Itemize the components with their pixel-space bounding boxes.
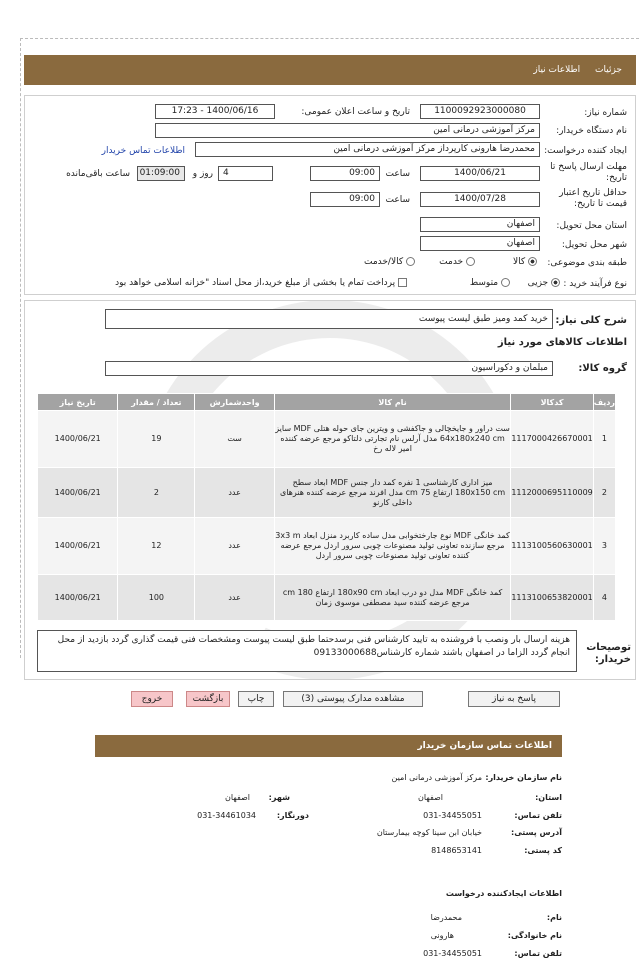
- proc-medium-radio[interactable]: [501, 278, 510, 287]
- province-label: استان محل تحویل:: [556, 221, 627, 231]
- cell-idx: 3: [593, 518, 615, 575]
- buyer-org-label: نام دستگاه خریدار:: [556, 126, 627, 136]
- creator-phone-label: تلفن تماس:: [514, 949, 562, 958]
- cat-goods-service-option[interactable]: [364, 257, 415, 267]
- contact-title: اطلاعات تماس سازمان خریدار: [417, 741, 552, 751]
- buyer-notes-label: توصیحات خریدار:: [586, 642, 631, 665]
- org-label: نام سازمان خریدار:: [485, 773, 562, 782]
- creator-field: محمدرضا هارونی کارپرداز مرکز آموزشی درمانی امین: [195, 142, 540, 157]
- exit-button[interactable]: خروج: [131, 691, 173, 707]
- th-date: تاریخ نیاز: [38, 394, 118, 411]
- cat-goods-option[interactable]: [513, 257, 537, 267]
- left-dashed-border: [20, 38, 21, 658]
- remaining-label: ساعت باقی‌مانده: [66, 169, 130, 179]
- days-label: روز و: [192, 169, 213, 179]
- org-value: مرکز آموزشی درمانی امین: [391, 773, 482, 782]
- contact-province-label: استان:: [535, 793, 562, 802]
- proc-medium-option[interactable]: [470, 278, 510, 288]
- contact-phone-value: 031-34455051: [423, 811, 482, 820]
- print-button[interactable]: چاپ: [238, 691, 274, 707]
- cat-service-radio[interactable]: [466, 257, 475, 266]
- send-time-label: ساعت: [385, 169, 410, 179]
- validity-time-label: ساعت: [385, 195, 410, 205]
- creator-family-label: نام خانوادگی:: [507, 931, 562, 940]
- header-bar: [24, 55, 636, 85]
- summary-label: شرح کلی نیاز:: [555, 315, 627, 326]
- buyer-contact-link[interactable]: اطلاعات تماس خریدار: [101, 146, 185, 156]
- cell-date: 1400/06/21: [38, 411, 118, 468]
- cat-goods-service-text: کالا/خدمت: [363, 257, 404, 267]
- validity-label: حداقل تاریخ اعتبار قیمت تا تاریخ:: [559, 188, 627, 209]
- contact-city-label: شهر:: [268, 793, 290, 802]
- proc-partial-radio[interactable]: [551, 278, 560, 287]
- cell-code: 1112000695110009: [511, 468, 593, 518]
- top-dashed-border: [20, 38, 639, 39]
- need-number-label: شماره نیاز:: [584, 108, 627, 118]
- send-date-field: 1400/06/21: [420, 166, 540, 181]
- proc-partial-text: جزیی: [527, 278, 549, 288]
- cell-date: 1400/06/21: [38, 468, 118, 518]
- category-label: طبقه بندی موضوعی:: [547, 258, 627, 268]
- postal-value: 8148653141: [431, 846, 482, 855]
- proc-medium-text: متوسط: [469, 278, 499, 288]
- cell-name: کمد خانگی MDF مدل دو درب ابعاد 180x90 cm ارتفاع 180 cm مرجع عرضه کننده سید مصطفی موسوی زمان: [274, 575, 510, 621]
- cell-code: 1113100653820001: [511, 575, 593, 621]
- attachments-button[interactable]: مشاهده مدارک پیوستی (3): [283, 691, 423, 707]
- cell-name: کمد خانگی MDF نوع جارختخوابی مدل ساده کاربرد منزل ابعاد 3x3 m مرجع سازنده تعاونی تولید مصنوعات چوبی سرور اردل مرجع عرضه کننده تعاونی تولید مصنوعات چوبی سرور اردل: [274, 518, 510, 575]
- cell-idx: 2: [593, 468, 615, 518]
- creator-info-title: اطلاعات ایجادکننده درخواست: [445, 889, 562, 898]
- group-field: مبلمان و دکوراسیون: [105, 361, 553, 376]
- cell-unit: ست: [195, 411, 274, 468]
- cell-unit: عدد: [195, 468, 274, 518]
- table-row: [38, 411, 616, 468]
- cell-unit: عدد: [195, 518, 274, 575]
- need-details-panel: [24, 95, 636, 295]
- payment-checkbox[interactable]: [398, 278, 407, 287]
- creator-name-value: محمدرضا: [430, 913, 462, 922]
- contact-province-value: اصفهان: [417, 793, 443, 802]
- announce-label: تاریخ و ساعت اعلان عمومی:: [301, 107, 410, 117]
- contact-fax-label: دورنگار:: [276, 811, 309, 820]
- th-name: نام کالا: [274, 394, 510, 411]
- creator-label: ایجاد کننده درخواست:: [544, 146, 627, 156]
- table-row: [38, 575, 616, 621]
- group-label: گروه کالا:: [578, 363, 627, 374]
- validity-time-field: 09:00: [310, 192, 380, 207]
- creator-family-value: هارونی: [430, 931, 454, 940]
- cat-service-text: خدمت: [439, 257, 464, 267]
- address-value: خیابان ابن سینا کوچه بیمارستان: [376, 828, 482, 837]
- cat-service-option[interactable]: [439, 257, 475, 267]
- process-label: نوع فرآیند خرید :: [563, 279, 627, 289]
- cell-qty: 12: [118, 518, 195, 575]
- validity-date-field: 1400/07/28: [420, 192, 540, 207]
- cell-qty: 100: [118, 575, 195, 621]
- need-number-field: 1100092923000080: [420, 104, 540, 119]
- cat-goods-service-radio[interactable]: [406, 257, 415, 266]
- cell-idx: 4: [593, 575, 615, 621]
- cell-name: میز اداری کارشناسی 1 نفره کمد دار جنس MDF ابعاد سطح 180x150 cm ارتفاع 75 cm مدل افرند مرجع عرضه کننده هنرهای داخلی کارنو: [274, 468, 510, 518]
- payment-option[interactable]: [115, 278, 407, 288]
- details-link[interactable]: جزئیات: [595, 65, 622, 75]
- items-table: [37, 393, 616, 621]
- city-field: اصفهان: [420, 236, 540, 251]
- th-row: ردیف: [593, 394, 615, 411]
- table-row: [38, 468, 616, 518]
- reply-button[interactable]: پاسخ به نیاز: [468, 691, 560, 707]
- back-button[interactable]: بازگشت: [186, 691, 230, 707]
- cell-name: ست دراور و جایخچالی و جاکفشی و ویترین جای حوله هتلی MDF سایز 64x180x240 cm مدل آرلس نام تجارتی دلتاکو مرجع عرضه کننده امیر لاله رخ: [274, 411, 510, 468]
- cell-qty: 2: [118, 468, 195, 518]
- contact-section-bar: [95, 735, 562, 757]
- summary-field: خرید کمد ومیز طبق لیست پیوست: [105, 309, 553, 329]
- send-deadline-label: مهلت ارسال پاسخ تا تاریخ:: [550, 162, 627, 183]
- cell-qty: 19: [118, 411, 195, 468]
- postal-label: کد پستی:: [524, 846, 562, 855]
- buyer-notes-field: هزینه ارسال بار ونصب با فروشنده به تایید کارشناس فنی برسدحتما طبق لیست پیوست ومشخصات فنی قیمت گذاری گردد بازدید از محل انجام گردد الزاما در اصفهان باشند شماره کارشناس09133000688: [37, 630, 577, 672]
- send-time-field: 09:00: [310, 166, 380, 181]
- table-row: [38, 518, 616, 575]
- announce-field: 1400/06/16 - 17:23: [155, 104, 275, 119]
- buyer-org-field: مرکز آموزشی درمانی امین: [155, 123, 540, 138]
- need-info-link[interactable]: اطلاعات نیاز: [533, 65, 581, 75]
- days-field: 4: [218, 166, 273, 181]
- cell-date: 1400/06/21: [38, 575, 118, 621]
- th-qty: تعداد / مقدار: [118, 394, 195, 411]
- creator-phone-value: 031-34455051: [423, 949, 482, 958]
- cat-goods-text: کالا: [512, 257, 526, 267]
- goods-info-title: اطلاعات کالاهای مورد نیاز: [497, 337, 627, 348]
- province-field: اصفهان: [420, 217, 540, 232]
- payment-note-text: پرداخت تمام یا بخشی از مبلغ خرید،از محل اسناد "خزانه اسلامی خواهد بود: [115, 278, 396, 288]
- cat-goods-radio[interactable]: [528, 257, 537, 266]
- contact-fax-value: 031-34461034: [197, 811, 256, 820]
- creator-name-label: نام:: [546, 913, 562, 922]
- th-unit: واحدشمارش: [195, 394, 274, 411]
- city-label: شهر محل تحویل:: [561, 240, 627, 250]
- address-label: آدرس پستی:: [511, 828, 562, 837]
- th-code: کدکالا: [511, 394, 593, 411]
- cell-code: 1117000426670001: [511, 411, 593, 468]
- cell-idx: 1: [593, 411, 615, 468]
- contact-city-value: اصفهان: [224, 793, 250, 802]
- cell-date: 1400/06/21: [38, 518, 118, 575]
- contact-phone-label: تلفن تماس:: [514, 811, 562, 820]
- cell-unit: عدد: [195, 575, 274, 621]
- cell-code: 1113100560630001: [511, 518, 593, 575]
- proc-partial-option[interactable]: [528, 278, 560, 288]
- remaining-time-field: 01:09:00: [137, 166, 185, 181]
